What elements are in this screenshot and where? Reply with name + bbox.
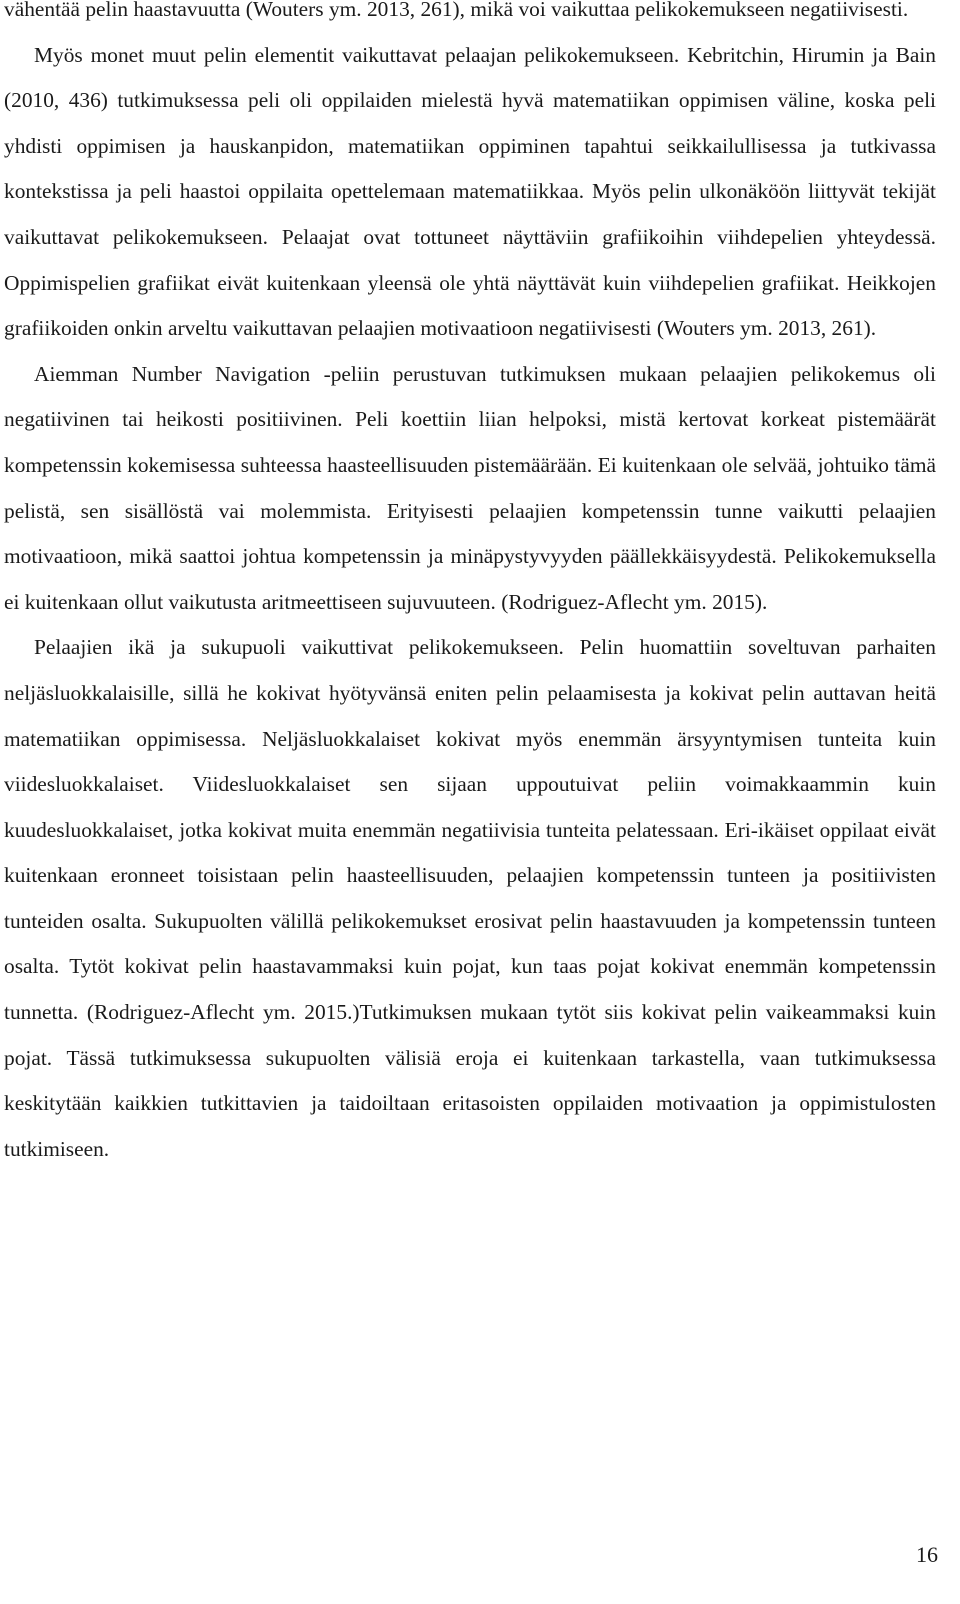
paragraph-3: Aiemman Number Navigation -peliin perustuvan tutkimuksen mukaan pelaajien pelikokemus oli negatiivinen tai heikosti positiivinen. Peli koettiin liian helpoksi, mistä kertovat korkeat pistemäärät kompetenssin kokemisessa suhteessa haasteellisuuden pistemäärään. Ei kuitenkaan ole selvää, johtuiko tämä pelistä, sen sisällöstä vai molemmista. Erityisesti pelaajien kompetenssin tunne vaikutti pelaajien motivaatioon, mikä saattoi johtua kompetenssin ja minäpystyvyyden päällekkäisyydestä. Pelikokemuksella ei kuitenkaan ollut vaikutusta aritmeettiseen sujuvuuteen. (Rodriguez-Aflecht ym. 2015). [4, 361, 936, 614]
body-text [4, 0, 936, 1172]
paragraph-2: Myös monet muut pelin elementit vaikuttavat pelaajan pelikokemukseen. Kebritchin, Hirumin ja Bain (2010, 436) tutkimuksessa peli oli oppilaiden mielestä hyvä matematiikan oppimisen väline, koska peli yhdisti oppimisen ja hauskanpidon, matematiikan oppiminen tapahtui seikkailullisessa ja tutkivassa kontekstissa ja peli haastoi oppilaita opettelemaan matematiikkaa. Myös pelin ulkonäköön liittyvät tekijät vaikuttavat pelikokemukseen. Pelaajat ovat tottuneet näyttäviin grafiikoihin viihdepelien yhteydessä. Oppimispelien grafiikat eivät kuitenkaan yleensä ole yhtä näyttävät kuin viihdepelien grafiikat. Heikkojen grafiikoiden onkin arveltu vaikuttavan pelaajien motivaatioon negatiivisesti (Wouters ym. 2013, 261). [4, 42, 936, 341]
page-number: 16 [916, 1542, 938, 1567]
paragraph-4: Pelaajien ikä ja sukupuoli vaikuttivat pelikokemukseen. Pelin huomattiin soveltuvan parhaiten neljäsluokkalaisille, sillä he kokivat hyötyvänsä eniten pelin pelaamisesta ja kokivat pelin auttavan heitä matematiikan oppimisessa. Neljäsluokkalaiset kokivat myös enemmän ärsyyntymisen tunteita kuin viidesluokkalaiset. Viidesluokkalaiset sen sijaan uppoutuivat peliin voimakkaammin kuin kuudesluokkalaiset, jotka kokivat muita enemmän negatiivisia tunteita pelatessaan. Eri-ikäiset oppilaat eivät kuitenkaan eronneet toisistaan pelin haasteellisuuden, pelaajien kompetenssin tunteen ja positiivisten tunteiden osalta. Sukupuolten välillä pelikokemukset erosivat pelin haastavuuden ja kompetenssin tunteen osalta. Tytöt kokivat pelin haastavammaksi kuin pojat, kun taas pojat kokivat enemmän kompetenssin tunnetta. (Rodriguez-Aflecht ym. 2015.)Tutkimuksen mukaan tytöt siis kokivat pelin vaikeammaksi kuin pojat. Tässä tutkimuksessa sukupuolten välisiä eroja ei kuitenkaan tarkastella, vaan tutkimuksessa keskitytään kaikkien tutkittavien ja taidoiltaan eritasoisten oppilaiden motivaation ja oppimistulosten tutkimiseen. [4, 635, 936, 1161]
paragraph-1: vähentää pelin haastavuutta (Wouters ym. 2013, 261), mikä voi vaikuttaa pelikokemukseen negatiivisesti. [4, 0, 909, 21]
